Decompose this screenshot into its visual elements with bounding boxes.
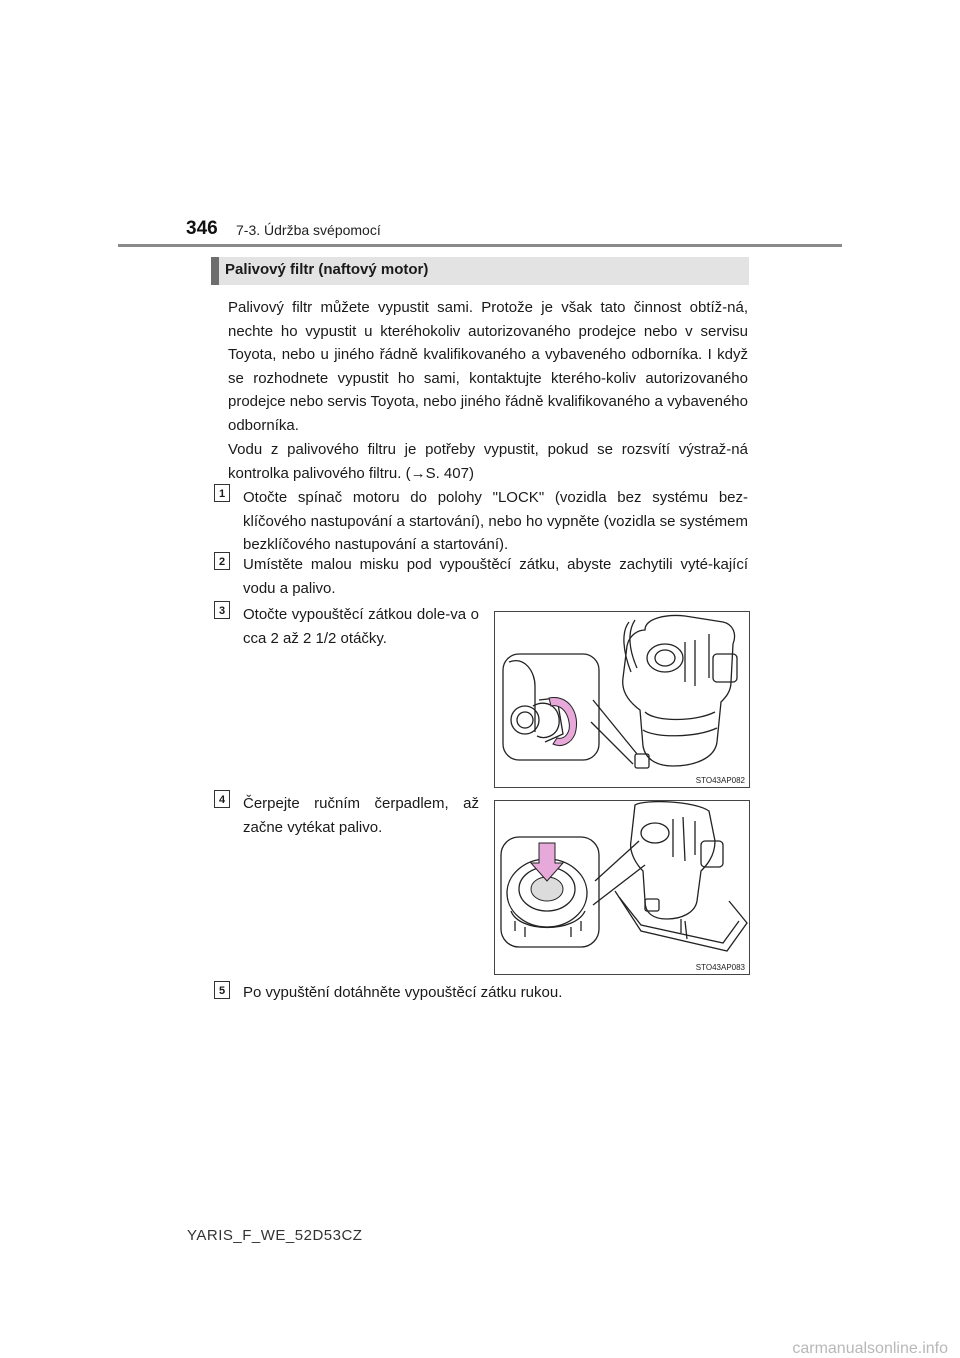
header-rule <box>118 244 842 247</box>
step-number-3: 3 <box>214 601 230 619</box>
press-arrow <box>531 843 563 881</box>
warning-paragraph: Vodu z palivového filtru je potřeby vypustit, pokud se rozsvítí výstraž-ná kontrolka palivového filtru. (→S. 407) <box>228 441 748 482</box>
section-title: Palivový filtr (naftový motor) <box>225 261 429 278</box>
step-text-2: Umístěte malou misku pod vypouštěcí zátku, abyste zachytili vyté-kající vodu a palivo. <box>243 556 748 597</box>
figure-code: STO43AP082 <box>695 776 745 785</box>
step-text-1: Otočte spínač motoru do polohy "LOCK" (vozidla bez systému bez-klíčového nastupování a startování), nebo ho vypněte (vozidla se systémem bezklíčového nastupování a startování). <box>243 489 748 553</box>
step-number-2: 2 <box>214 552 230 570</box>
watermark: carmanualsonline.info <box>792 1340 948 1357</box>
figure-code: STO43AP083 <box>695 963 745 972</box>
step-text-5: Po vypuštění dotáhněte vypouštěcí zátku rukou. <box>243 984 563 1001</box>
document-code: YARIS_F_WE_52D53CZ <box>187 1227 363 1244</box>
page-number: 346 <box>186 218 218 239</box>
section-heading-bar <box>211 257 219 285</box>
step-number-5: 5 <box>214 981 230 999</box>
figure-hand-pump <box>494 800 750 975</box>
figure-drain-plug <box>494 611 750 788</box>
intro-paragraph: Palivový filtr můžete vypustit sami. Protože je však tato činnost obtíž-ná, nechte ho vypustit u kteréhokoliv autorizovaného prodejce nebo v servisu Toyota, nebo u jiného řádně kvalifikovaného a vybaveného odborníka. I když se rozhodnete vypustit ho sami, kontaktujte kterého-koliv autorizovaného prodejce nebo servis Toyota, nebo jiného řádně kvalifikovaného a vybaveného odborníka. <box>228 299 748 434</box>
hand-pump-illustration <box>495 801 749 974</box>
step-text-4: Čerpejte ručním čerpadlem, až začne vytékat palivo. <box>243 795 479 836</box>
step-number-4: 4 <box>214 790 230 808</box>
fuel-filter-drain-illustration <box>495 612 749 787</box>
section-heading <box>211 257 749 285</box>
step-number-1: 1 <box>214 484 230 502</box>
chapter-title: 7-3. Údržba svépomocí <box>236 222 381 238</box>
step-text-3: Otočte vypouštěcí zátkou dole-va o cca 2 až 2 1/2 otáčky. <box>243 606 479 647</box>
